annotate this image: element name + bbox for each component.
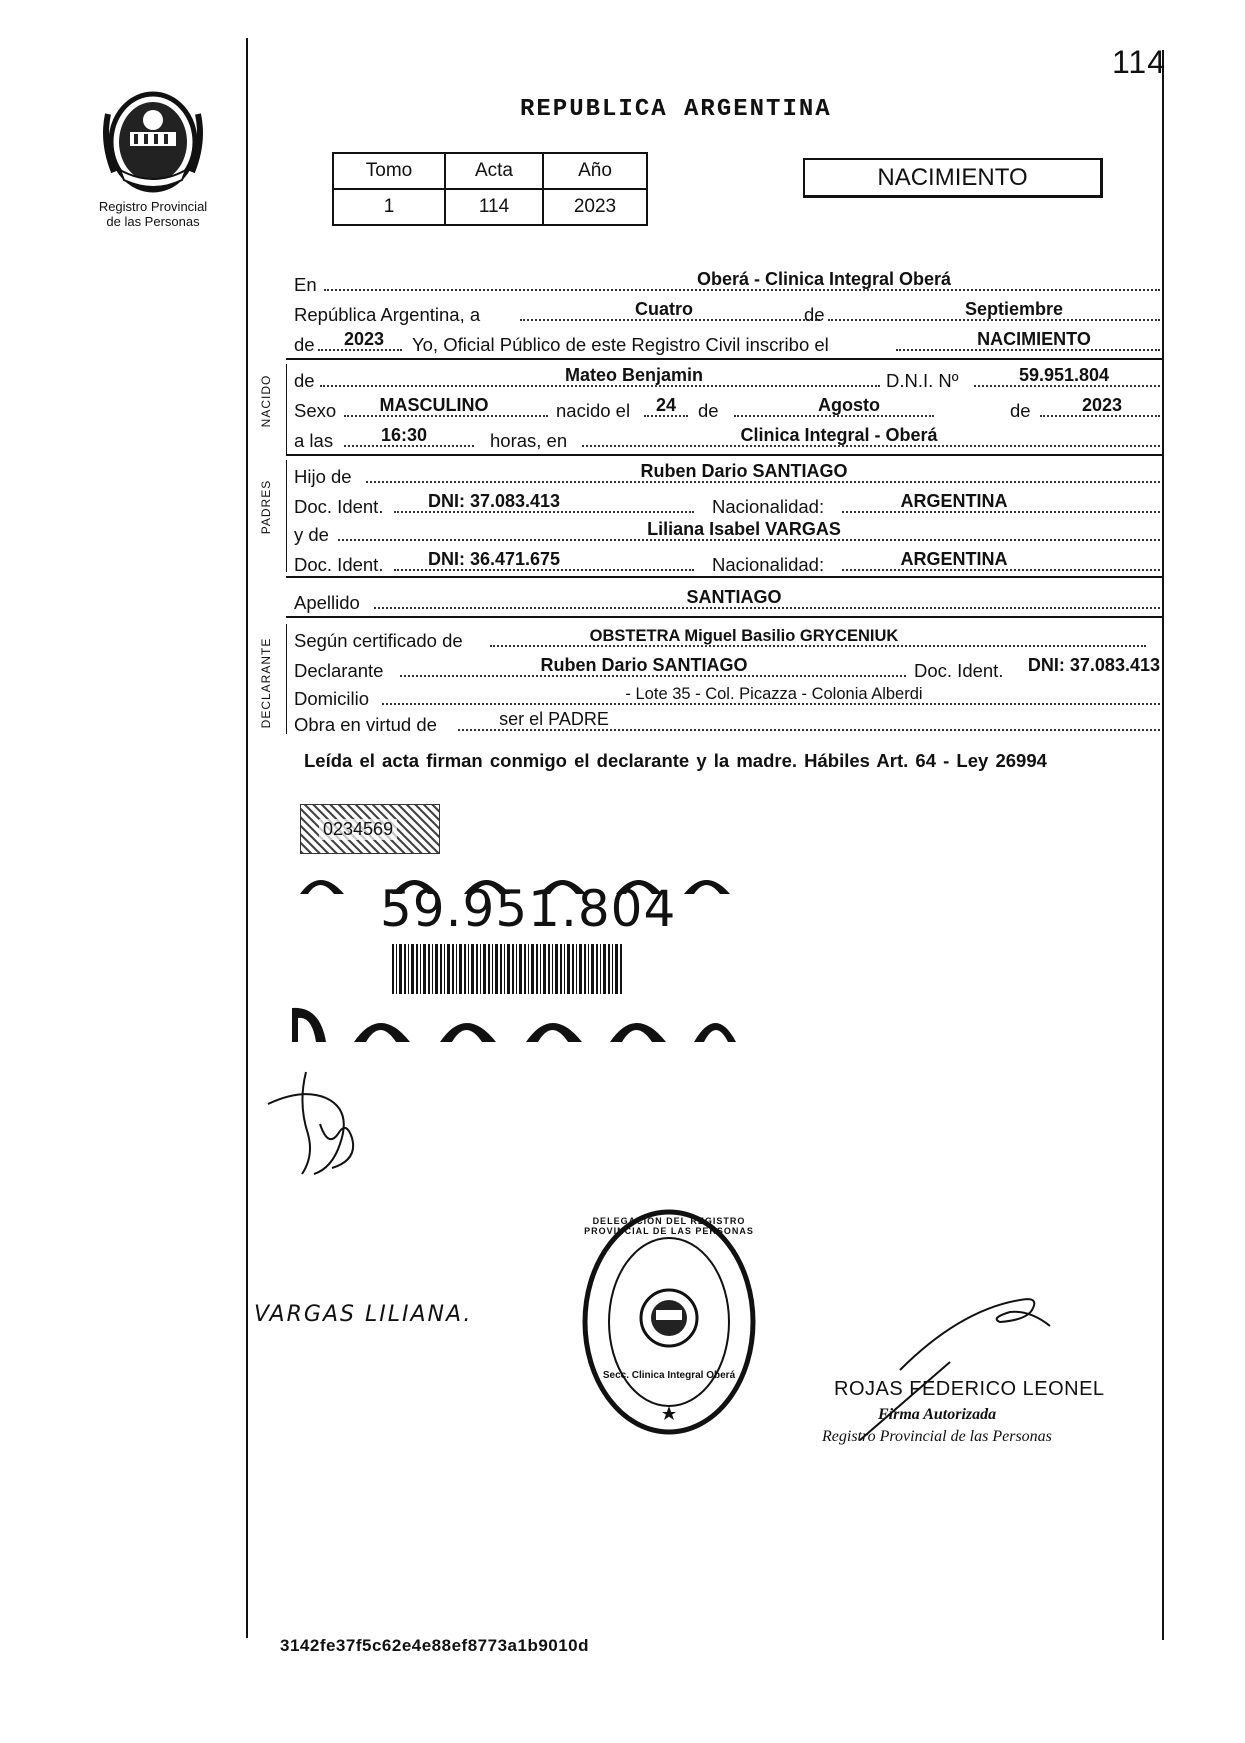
nac-dia-value: 24 <box>655 395 677 415</box>
legal-text: Leída el acta firman conmigo el declarante y la madre. Hábiles Art. 64 - Ley 26994 <box>304 750 1047 771</box>
madre-doc-value: DNI: 36.471.675 <box>427 549 561 569</box>
row-en <box>294 266 1154 296</box>
nac-mes-value: Agosto <box>818 395 880 415</box>
madre-doc-label: Doc. Ident. <box>294 554 384 575</box>
row-obra <box>294 706 1154 736</box>
page-number: 114 <box>1112 44 1167 80</box>
obra-value: ser el PADRE <box>499 709 609 729</box>
de-label: de <box>804 304 825 325</box>
madre-nac-label: Nacionalidad: <box>712 554 825 575</box>
inscribo-value: NACIMIENTO <box>977 329 1091 349</box>
tipo-box: NACIMIENTO <box>803 158 1103 198</box>
logo-caption-line-2: de las Personas <box>106 214 200 229</box>
hora-value: 16:30 <box>380 425 428 445</box>
left-margin-line <box>246 38 248 1638</box>
divider-3 <box>286 576 1162 578</box>
logo-caption <box>68 199 238 229</box>
province-logo <box>100 84 206 194</box>
nac-de-label: de <box>698 400 719 421</box>
declarante-label: Declarante <box>294 660 384 681</box>
logo-caption-line-1: Registro Provincial <box>98 199 208 214</box>
dni-value: 59.951.804 <box>1018 365 1110 385</box>
security-pattern-bottom <box>290 1000 736 1044</box>
row-sexo <box>294 392 1154 422</box>
segun-label: Según certificado de <box>294 630 463 651</box>
barcode <box>392 944 622 994</box>
decl-doc-label: Doc. Ident. <box>914 660 1004 681</box>
padre-doc-value: DNI: 37.083.413 <box>427 491 561 511</box>
officer-name: ROJAS FEDERICO LEONEL <box>834 1378 1105 1400</box>
acta-table-value-row <box>333 189 647 225</box>
nac-de2-label: de <box>1010 400 1031 421</box>
row-nacido-nombre <box>294 362 1154 392</box>
right-margin-line <box>1162 50 1164 1640</box>
apellido-value: SANTIAGO <box>686 587 782 607</box>
de2-label: de <box>294 334 315 355</box>
divider-4 <box>286 616 1162 618</box>
nacido-side-line <box>286 364 287 456</box>
officer-org: Registro Provincial de las Personas <box>822 1428 1052 1445</box>
acta-value-anio: 2023 <box>543 189 647 225</box>
decl-doc-value: DNI: 37.083.413 <box>1027 655 1160 675</box>
document-hash: 3142fe37f5c62e4e88ef8773a1b9010d <box>280 1636 590 1655</box>
horas-en-label: horas, en <box>490 430 568 451</box>
dni-label: D.N.I. Nº <box>886 370 959 391</box>
seal-outer-text: DELEGACION DEL REGISTRO PROVINCIAL DE LAS PERSONAS <box>584 1216 754 1236</box>
padre-doc-label: Doc. Ident. <box>294 496 384 517</box>
madre-value: Liliana Isabel VARGAS <box>647 519 841 539</box>
hijo-de-label: Hijo de <box>294 466 352 487</box>
stamp-number: 59.951.804 <box>380 880 677 938</box>
en-value: Oberá - Clinica Integral Oberá <box>696 269 952 289</box>
domicilio-label: Domicilio <box>294 688 370 709</box>
padre-value: Ruben Dario SANTIAGO <box>640 461 848 481</box>
dia-value: Cuatro <box>635 299 693 319</box>
sexo-label: Sexo <box>294 400 337 421</box>
small-stamp-text: 0234569 <box>319 819 397 840</box>
acta-value-tomo: 1 <box>333 189 445 225</box>
row-republica <box>294 296 1154 326</box>
a-las-label: a las <box>294 430 334 451</box>
divider-2 <box>286 454 1162 456</box>
lugar-value: Clinica Integral - Oberá <box>740 425 938 445</box>
seal-inner-text: Secc. Clinica Integral Oberá <box>602 1370 736 1381</box>
declarante-value: Ruben Dario SANTIAGO <box>540 655 748 675</box>
row-y-de <box>294 516 1154 546</box>
nombre-value: Mateo Benjamin <box>564 365 704 385</box>
padres-section-label: PADRES <box>259 479 273 535</box>
en-label: En <box>294 274 317 295</box>
yo-label: Yo, Oficial Público de este Registro Civil inscribo el <box>412 334 829 355</box>
row-segun <box>294 622 1154 652</box>
row-padre-doc <box>294 488 1154 518</box>
declarante-side-line <box>286 624 287 734</box>
acta-header-acta: Acta <box>445 153 543 189</box>
row-hora <box>294 422 1154 452</box>
document-title: REPUBLICA ARGENTINA <box>520 96 832 123</box>
anio-value: 2023 <box>343 329 385 349</box>
nac-anio-value: 2023 <box>1081 395 1123 415</box>
small-security-stamp <box>300 804 440 854</box>
padre-nac-value: ARGENTINA <box>900 491 1008 511</box>
row-hijo-de <box>294 458 1154 488</box>
acta-header-tomo: Tomo <box>333 153 445 189</box>
obra-label: Obra en virtud de <box>294 714 437 735</box>
domicilio-value: - Lote 35 - Col. Picazza - Colonia Alberdi <box>625 685 923 703</box>
nacido-de-label: de <box>294 370 315 391</box>
mes-value: Septiembre <box>964 299 1064 319</box>
nacido-section-label: NACIDO <box>259 374 273 428</box>
madre-nac-value: ARGENTINA <box>900 549 1008 569</box>
mother-signature: VARGAS LILIANA. <box>254 1302 473 1327</box>
apellido-label: Apellido <box>294 592 360 613</box>
declarant-signature <box>262 1064 392 1194</box>
segun-value: OBSTETRA Miguel Basilio GRYCENIUK <box>589 627 899 645</box>
padre-nac-label: Nacionalidad: <box>712 496 825 517</box>
row-apellido <box>294 584 1154 614</box>
acta-table <box>332 152 648 226</box>
row-declarante <box>294 652 1160 682</box>
acta-header-anio: Año <box>543 153 647 189</box>
y-de-label: y de <box>294 524 329 545</box>
padres-side-line <box>286 460 287 572</box>
declarante-section-label: DECLARANTE <box>259 637 273 729</box>
registry-seal <box>580 1206 758 1438</box>
nacido-el-label: nacido el <box>556 400 631 421</box>
republica-label: República Argentina, a <box>294 304 481 325</box>
officer-role: Firma Autorizada <box>878 1406 997 1423</box>
row-yo-oficial <box>294 326 1154 356</box>
row-madre-doc <box>294 546 1154 576</box>
acta-value-acta: 114 <box>445 189 543 225</box>
acta-table-header-row <box>333 153 647 189</box>
divider-1 <box>286 358 1162 360</box>
sexo-value: MASCULINO <box>379 395 489 415</box>
